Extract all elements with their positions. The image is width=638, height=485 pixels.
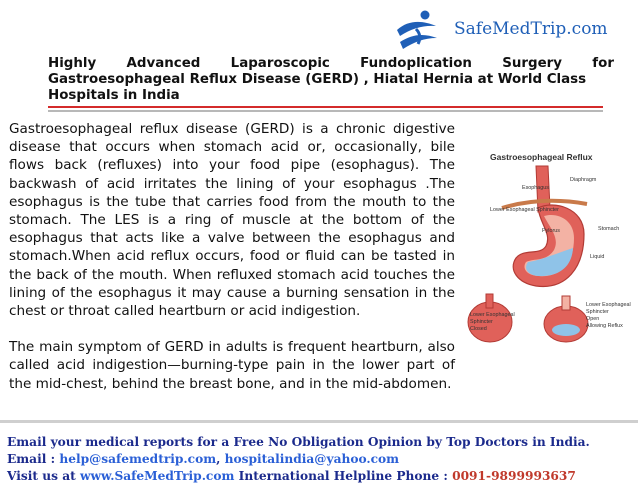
label-open-1: Lower Esophageal — [586, 302, 631, 308]
title-divider-red — [48, 106, 603, 108]
open-sphincter-liquid — [552, 324, 580, 336]
title-word: Laparoscopic — [230, 56, 330, 71]
open-sphincter-tube — [562, 296, 570, 310]
title-word: Advanced — [126, 56, 201, 71]
helpline-phone[interactable]: 0091-9899993637 — [452, 469, 576, 483]
helpline-label: International Helpline Phone — [234, 469, 440, 483]
title-word: Fundoplication — [360, 56, 472, 71]
label-closed-2: Sphincter — [470, 319, 493, 325]
title-line-3: Hospitals in India — [48, 88, 180, 103]
label-esophagus: Esophagus — [522, 185, 549, 191]
label-open-4: Allowing Reflux — [586, 323, 623, 329]
label-pylorus: Pylorus — [542, 228, 560, 234]
footer-line-1: Email your medical reports for a Free No Obligation Opinion by Top Doctors in India. — [7, 435, 590, 449]
title-word: Highly — [48, 56, 97, 71]
safemedtrip-logo-icon — [394, 8, 440, 54]
label-liquid: Liquid — [590, 254, 605, 260]
label-open-3: Open — [586, 316, 600, 322]
brand-name: SafeMedTrip.com — [454, 19, 608, 39]
title-line-1 — [48, 56, 614, 72]
label-open-2: Sphincter — [586, 309, 609, 315]
email-separator: , — [216, 452, 225, 466]
closed-sphincter-tube — [486, 294, 493, 308]
article-body — [9, 120, 455, 393]
contact-footer — [0, 420, 638, 483]
gerd-diagram — [462, 138, 636, 346]
title-line-2: Gastroesophageal Reflux Disease (GERD) , Hiatal Hernia at World Class — [48, 72, 587, 87]
brand-logo[interactable] — [394, 8, 634, 54]
label-stomach: Stomach — [598, 226, 620, 232]
email-link-help[interactable]: help@safemedtrip.com — [59, 452, 217, 466]
paragraph-gerd-symptoms: The main symptom of GERD in adults is frequent heartburn, also called acid indigestion—burning-type pain in the lower part of the mid-chest, behind the breast bone, and in the mid-abdomen. — [9, 339, 455, 392]
email-label: Email : — [7, 452, 60, 466]
title-word: Surgery — [502, 56, 563, 71]
label-diaphragm: Diaphragm — [570, 177, 597, 183]
diagram-title: Gastroesophageal Reflux — [490, 152, 593, 162]
visit-label: Visit us at — [7, 469, 80, 483]
label-closed-3: Closed — [470, 326, 487, 332]
label-les: Lower Esophageal Sphincter — [490, 207, 559, 213]
title-word: for — [592, 56, 614, 71]
paragraph-gerd-definition: Gastroesophageal reflux disease (GERD) is a chronic digestive disease that occurs when stomach acid or, occasionally, bile flows back (refluxes) into your food pipe (esophagus). The backwash of acid irritates the lining of your esophagus .The esophagus is the tube that carries food from the mouth to the stomach. The LES is a ring of muscle at the bottom of the esophagus that acts like a valve between the esophagus and stomach.When acid reflux occurs, food or fluid can be tasted in the back of the mouth. When refluxed stomach acid touches the lining of the esophagus it may cause a burning sensation in the chest or throat called heartburn or acid indigestion. — [9, 121, 455, 320]
label-closed-1: Lower Esophageal — [470, 312, 515, 318]
title-divider-gray — [48, 110, 603, 112]
email-link-hospitalindia[interactable]: hospitalindia@yahoo.com — [224, 452, 400, 466]
page-title — [48, 56, 614, 104]
footer-line-2 — [7, 451, 638, 468]
helpline-separator: : — [439, 469, 453, 483]
website-link[interactable]: www.SafeMedTrip.com — [79, 469, 235, 483]
footer-line-3 — [7, 468, 638, 485]
